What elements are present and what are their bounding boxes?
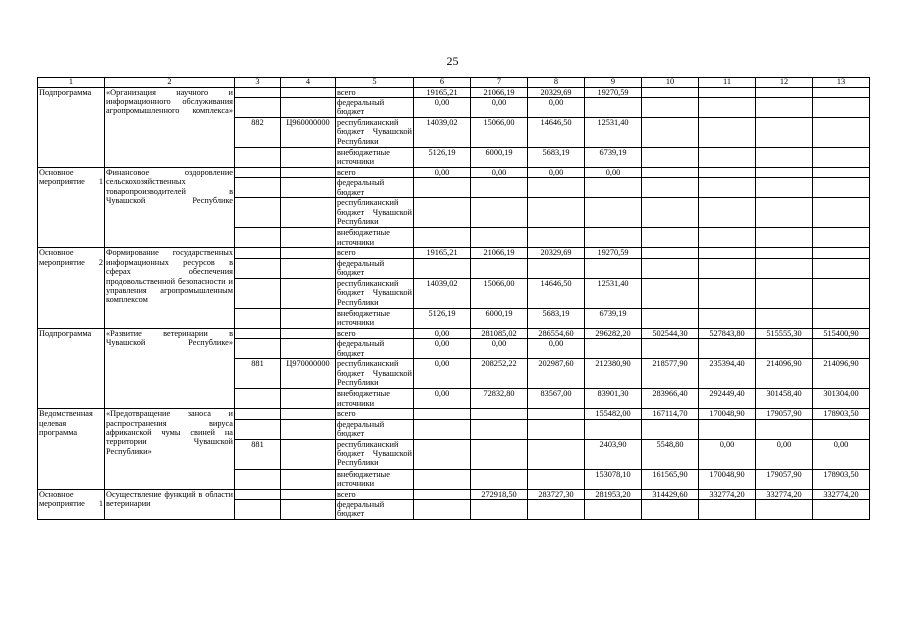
funding-source-cell: федеральный бюджет <box>336 419 414 439</box>
value-cell-col-7 <box>471 409 528 419</box>
value-cell-col-7: 0,00 <box>471 339 528 359</box>
value-cell-col-10: 161565,90 <box>642 469 699 489</box>
value-cell-col-6: 14039,02 <box>414 278 471 308</box>
value-cell-col-11: 170048,90 <box>699 469 756 489</box>
value-cell-col-13: 515400,90 <box>813 328 870 338</box>
value-cell-col-8 <box>528 419 585 439</box>
target-article-cell <box>281 500 336 520</box>
target-article-cell <box>281 98 336 118</box>
value-cell-col-8: 20329,69 <box>528 87 585 97</box>
value-cell-col-8: 202987,60 <box>528 359 585 389</box>
grbs-code-cell <box>235 228 281 248</box>
value-cell-col-7: 15066,00 <box>471 278 528 308</box>
value-cell-col-13 <box>813 168 870 178</box>
value-cell-col-7: 6000,19 <box>471 308 528 328</box>
value-cell-col-7: 208252,22 <box>471 359 528 389</box>
value-cell-col-7: 21066,19 <box>471 87 528 97</box>
value-cell-col-12: 179057,90 <box>756 409 813 419</box>
value-cell-col-12 <box>756 339 813 359</box>
value-cell-col-12 <box>756 258 813 278</box>
target-article-cell <box>281 489 336 499</box>
table-row <box>38 168 870 178</box>
target-article-cell <box>281 278 336 308</box>
value-cell-col-6 <box>414 439 471 469</box>
header-cell-col-5: 5 <box>336 78 414 88</box>
value-cell-col-12 <box>756 500 813 520</box>
target-article-cell <box>281 409 336 419</box>
value-cell-col-12: 515555,30 <box>756 328 813 338</box>
value-cell-col-8: 286554,60 <box>528 328 585 338</box>
header-cell-col-3: 3 <box>235 78 281 88</box>
value-cell-col-12 <box>756 178 813 198</box>
grbs-code-cell <box>235 248 281 258</box>
value-cell-col-10 <box>642 228 699 248</box>
value-cell-col-9: 6739,19 <box>585 308 642 328</box>
grbs-code-cell <box>235 98 281 118</box>
value-cell-col-11 <box>699 118 756 148</box>
value-cell-col-8 <box>528 228 585 248</box>
value-cell-col-13 <box>813 500 870 520</box>
value-cell-col-11: 332774,20 <box>699 489 756 499</box>
value-cell-col-13 <box>813 308 870 328</box>
value-cell-col-8: 0,00 <box>528 98 585 118</box>
value-cell-col-13: 178903,50 <box>813 409 870 419</box>
funding-source-cell: внебюджетные источники <box>336 228 414 248</box>
program-name-cell: Финансовое оздоровление сельскохозяйственных товаропроизводителей в Чувашской Республике <box>105 168 235 248</box>
value-cell-col-12 <box>756 419 813 439</box>
value-cell-col-13 <box>813 339 870 359</box>
value-cell-col-13: 0,00 <box>813 439 870 469</box>
value-cell-col-10 <box>642 419 699 439</box>
funding-source-cell: республиканский бюджет Чувашской Республики <box>337 278 412 307</box>
value-cell-col-8: 5683,19 <box>528 148 585 168</box>
value-cell-col-9: 12531,40 <box>585 118 642 148</box>
value-cell-col-6: 0,00 <box>414 339 471 359</box>
value-cell-col-6 <box>414 409 471 419</box>
value-cell-col-7: 6000,19 <box>471 148 528 168</box>
value-cell-col-11 <box>699 419 756 439</box>
value-cell-col-7 <box>471 439 528 469</box>
value-cell-col-13 <box>813 148 870 168</box>
grbs-code-cell <box>235 168 281 178</box>
value-cell-col-12: 179057,90 <box>756 469 813 489</box>
value-cell-col-10 <box>642 178 699 198</box>
program-name-cell: «Развитие ветеринарии в Чувашской Республике» <box>105 328 235 408</box>
value-cell-col-13 <box>813 258 870 278</box>
value-cell-col-13 <box>813 419 870 439</box>
value-cell-col-9 <box>585 228 642 248</box>
value-cell-col-13 <box>813 178 870 198</box>
value-cell-col-9 <box>585 178 642 198</box>
value-cell-col-12: 332774,20 <box>756 489 813 499</box>
value-cell-col-11 <box>699 339 756 359</box>
value-cell-col-11 <box>699 87 756 97</box>
value-cell-col-10 <box>642 258 699 278</box>
budget-table <box>37 77 870 520</box>
funding-source-cell: внебюджетные источники <box>336 469 414 489</box>
target-article-cell <box>281 308 336 328</box>
value-cell-col-10: 5548,80 <box>642 439 699 469</box>
value-cell-col-10 <box>642 98 699 118</box>
value-cell-col-8 <box>528 469 585 489</box>
value-cell-col-9: 155482,00 <box>585 409 642 419</box>
grbs-code-cell: 881 <box>235 359 281 389</box>
value-cell-col-8 <box>528 409 585 419</box>
table-row <box>38 409 870 419</box>
target-article-cell <box>281 328 336 338</box>
value-cell-col-8: 20329,69 <box>528 248 585 258</box>
value-cell-col-9 <box>585 258 642 278</box>
value-cell-col-12 <box>756 98 813 118</box>
value-cell-col-13: 214096,90 <box>813 359 870 389</box>
value-cell-col-12 <box>756 308 813 328</box>
value-cell-col-8: 283727,30 <box>528 489 585 499</box>
program-type-cell: Основное мероприятие 2 <box>38 248 105 328</box>
funding-source-cell: всего <box>336 328 414 338</box>
grbs-code-cell <box>235 178 281 198</box>
grbs-code-cell <box>235 500 281 520</box>
value-cell-col-8: 0,00 <box>528 339 585 359</box>
header-cell-col-12: 12 <box>756 78 813 88</box>
program-name-cell: Формирование государственных информационных ресурсов в сферах обеспечения продовольственной безопасности и управления агропромышленным комплексом <box>105 248 235 328</box>
value-cell-col-10 <box>642 118 699 148</box>
value-cell-col-10: 314429,60 <box>642 489 699 499</box>
value-cell-col-11 <box>699 98 756 118</box>
funding-source-cell: всего <box>336 409 414 419</box>
value-cell-col-10 <box>642 87 699 97</box>
target-article-cell <box>281 148 336 168</box>
value-cell-col-10: 502544,30 <box>642 328 699 338</box>
value-cell-col-11: 292449,40 <box>699 389 756 409</box>
funding-source-cell: внебюджетные источники <box>336 389 414 409</box>
value-cell-col-12 <box>756 148 813 168</box>
value-cell-col-9: 0,00 <box>585 168 642 178</box>
grbs-code-cell <box>235 308 281 328</box>
grbs-code-cell <box>235 87 281 97</box>
value-cell-col-7 <box>471 228 528 248</box>
header-cell-col-4: 4 <box>281 78 336 88</box>
target-article-cell <box>281 389 336 409</box>
header-cell-col-11: 11 <box>699 78 756 88</box>
value-cell-col-7 <box>471 469 528 489</box>
target-article-cell <box>281 178 336 198</box>
value-cell-col-12: 214096,90 <box>756 359 813 389</box>
value-cell-col-7 <box>471 419 528 439</box>
value-cell-col-12: 0,00 <box>756 439 813 469</box>
program-type-cell: Ведомственная целевая программа <box>38 409 105 489</box>
value-cell-col-8: 0,00 <box>528 168 585 178</box>
value-cell-col-7 <box>471 500 528 520</box>
value-cell-col-12 <box>756 228 813 248</box>
header-cell-col-1: 1 <box>38 78 105 88</box>
value-cell-col-11 <box>699 168 756 178</box>
value-cell-col-8 <box>528 178 585 198</box>
target-article-cell <box>281 228 336 248</box>
value-cell-col-12: 301458,40 <box>756 389 813 409</box>
grbs-code-cell <box>235 409 281 419</box>
value-cell-col-12 <box>756 87 813 97</box>
header-cell-col-2: 2 <box>105 78 235 88</box>
funding-source-cell: федеральный бюджет <box>336 500 414 520</box>
header-cell-col-10: 10 <box>642 78 699 88</box>
page-number: 25 <box>446 54 459 68</box>
value-cell-col-9: 6739,19 <box>585 148 642 168</box>
program-name-cell: Осуществление функций в области ветеринарии <box>105 489 235 519</box>
value-cell-col-13: 332774,20 <box>813 489 870 499</box>
value-cell-col-6 <box>414 198 471 228</box>
target-article-cell <box>281 198 336 228</box>
value-cell-col-8: 83567,00 <box>528 389 585 409</box>
value-cell-col-7 <box>471 178 528 198</box>
funding-source-cell: всего <box>336 489 414 499</box>
funding-source-cell: федеральный бюджет <box>336 178 414 198</box>
value-cell-col-11 <box>699 500 756 520</box>
funding-source-cell: федеральный бюджет <box>336 258 414 278</box>
value-cell-col-10 <box>642 278 699 308</box>
grbs-code-cell <box>235 389 281 409</box>
value-cell-col-10: 218577,90 <box>642 359 699 389</box>
program-type-cell: Подпрограмма <box>38 87 105 167</box>
target-article-cell <box>281 168 336 178</box>
target-article-cell <box>281 469 336 489</box>
value-cell-col-7: 15066,00 <box>471 118 528 148</box>
value-cell-col-11: 170048,90 <box>699 409 756 419</box>
funding-source-cell: всего <box>336 168 414 178</box>
value-cell-col-13: 178903,50 <box>813 469 870 489</box>
program-name-cell: «Организация научного и информационного обслуживания агропромышленного комплекса» <box>105 87 235 167</box>
value-cell-col-8: 14646,50 <box>528 278 585 308</box>
value-cell-col-9 <box>585 198 642 228</box>
target-article-cell <box>281 339 336 359</box>
program-type-cell: Основное мероприятие 1 <box>38 168 105 248</box>
value-cell-col-13 <box>813 87 870 97</box>
funding-source-cell: республиканский бюджет Чувашской Республики <box>337 198 412 227</box>
program-type-cell: Подпрограмма <box>38 328 105 408</box>
value-cell-col-9 <box>585 339 642 359</box>
header-row <box>38 78 870 88</box>
value-cell-col-11 <box>699 178 756 198</box>
grbs-code-cell <box>235 419 281 439</box>
grbs-code-cell <box>235 258 281 278</box>
value-cell-col-12 <box>756 278 813 308</box>
value-cell-col-7: 72832,80 <box>471 389 528 409</box>
target-article-cell <box>281 419 336 439</box>
value-cell-col-7: 281085,02 <box>471 328 528 338</box>
value-cell-col-6: 19165,21 <box>414 87 471 97</box>
target-article-cell <box>281 258 336 278</box>
value-cell-col-9: 296282,20 <box>585 328 642 338</box>
value-cell-col-6: 0,00 <box>414 359 471 389</box>
funding-source-cell: республиканский бюджет Чувашской Республики <box>337 439 412 468</box>
grbs-code-cell <box>235 469 281 489</box>
value-cell-col-10 <box>642 308 699 328</box>
grbs-code-cell <box>235 198 281 228</box>
value-cell-col-10 <box>642 198 699 228</box>
value-cell-col-8 <box>528 198 585 228</box>
grbs-code-cell <box>235 148 281 168</box>
value-cell-col-10 <box>642 148 699 168</box>
value-cell-col-6: 19165,21 <box>414 248 471 258</box>
value-cell-col-9: 153078,10 <box>585 469 642 489</box>
table-row <box>38 489 870 499</box>
value-cell-col-10 <box>642 339 699 359</box>
value-cell-col-9: 212380,90 <box>585 359 642 389</box>
value-cell-col-12 <box>756 248 813 258</box>
value-cell-col-6: 0,00 <box>414 389 471 409</box>
header-cell-col-6: 6 <box>414 78 471 88</box>
value-cell-col-6 <box>414 419 471 439</box>
value-cell-col-8: 5683,19 <box>528 308 585 328</box>
value-cell-col-7: 272918,50 <box>471 489 528 499</box>
value-cell-col-9 <box>585 500 642 520</box>
header-cell-col-7: 7 <box>471 78 528 88</box>
value-cell-col-8 <box>528 439 585 469</box>
funding-source-cell: всего <box>336 87 414 97</box>
funding-source-cell: федеральный бюджет <box>336 339 414 359</box>
table-row <box>38 87 870 97</box>
value-cell-col-9: 12531,40 <box>585 278 642 308</box>
value-cell-col-6: 0,00 <box>414 98 471 118</box>
value-cell-col-8 <box>528 500 585 520</box>
value-cell-col-11 <box>699 258 756 278</box>
value-cell-col-11 <box>699 308 756 328</box>
value-cell-col-8: 14646,50 <box>528 118 585 148</box>
target-article-cell <box>281 248 336 258</box>
target-article-cell <box>281 87 336 97</box>
grbs-code-cell <box>235 328 281 338</box>
value-cell-col-12 <box>756 118 813 148</box>
program-name-cell: «Предотвращение заноса и распространения вируса африканской чумы свиней на территории Чувашской Республики» <box>105 409 235 489</box>
value-cell-col-11 <box>699 248 756 258</box>
value-cell-col-13 <box>813 278 870 308</box>
value-cell-col-9 <box>585 98 642 118</box>
value-cell-col-7: 0,00 <box>471 168 528 178</box>
table-row <box>38 328 870 338</box>
value-cell-col-11 <box>699 278 756 308</box>
value-cell-col-6 <box>414 258 471 278</box>
value-cell-col-9: 19270,59 <box>585 248 642 258</box>
value-cell-col-12 <box>756 168 813 178</box>
value-cell-col-11: 527843,80 <box>699 328 756 338</box>
value-cell-col-10: 167114,70 <box>642 409 699 419</box>
value-cell-col-13: 301304,00 <box>813 389 870 409</box>
value-cell-col-7: 21066,19 <box>471 248 528 258</box>
value-cell-col-11: 235394,40 <box>699 359 756 389</box>
value-cell-col-9: 2403,90 <box>585 439 642 469</box>
value-cell-col-10 <box>642 500 699 520</box>
value-cell-col-6: 5126,19 <box>414 308 471 328</box>
value-cell-col-6: 14039,02 <box>414 118 471 148</box>
value-cell-col-10 <box>642 248 699 258</box>
grbs-code-cell <box>235 278 281 308</box>
target-article-cell: Ц970000000 <box>281 359 336 389</box>
value-cell-col-6 <box>414 469 471 489</box>
grbs-code-cell <box>235 339 281 359</box>
value-cell-col-9 <box>585 419 642 439</box>
value-cell-col-8 <box>528 258 585 278</box>
value-cell-col-6: 5126,19 <box>414 148 471 168</box>
value-cell-col-11 <box>699 228 756 248</box>
value-cell-col-6 <box>414 500 471 520</box>
value-cell-col-12 <box>756 198 813 228</box>
value-cell-col-6: 0,00 <box>414 168 471 178</box>
funding-source-cell: всего <box>336 248 414 258</box>
grbs-code-cell: 881 <box>235 439 281 469</box>
header-cell-col-8: 8 <box>528 78 585 88</box>
target-article-cell: Ц960000000 <box>281 118 336 148</box>
table-row <box>38 248 870 258</box>
value-cell-col-13 <box>813 118 870 148</box>
value-cell-col-11 <box>699 198 756 228</box>
value-cell-col-11: 0,00 <box>699 439 756 469</box>
header-cell-col-13: 13 <box>813 78 870 88</box>
value-cell-col-6 <box>414 178 471 198</box>
value-cell-col-9: 281953,20 <box>585 489 642 499</box>
value-cell-col-9: 19270,59 <box>585 87 642 97</box>
value-cell-col-10: 283966,40 <box>642 389 699 409</box>
funding-source-cell: республиканский бюджет Чувашской Республики <box>337 359 412 388</box>
value-cell-col-7: 0,00 <box>471 98 528 118</box>
grbs-code-cell <box>235 489 281 499</box>
funding-source-cell: внебюджетные источники <box>336 308 414 328</box>
funding-source-cell: республиканский бюджет Чувашской Республики <box>337 118 412 146</box>
value-cell-col-11 <box>699 148 756 168</box>
header-cell-col-9: 9 <box>585 78 642 88</box>
value-cell-col-13 <box>813 198 870 228</box>
value-cell-col-13 <box>813 248 870 258</box>
value-cell-col-6 <box>414 489 471 499</box>
value-cell-col-7 <box>471 198 528 228</box>
funding-source-cell: федеральный бюджет <box>336 98 414 118</box>
value-cell-col-13 <box>813 228 870 248</box>
value-cell-col-6 <box>414 228 471 248</box>
program-type-cell: Основное мероприятие 1 <box>38 489 105 519</box>
value-cell-col-9: 83901,30 <box>585 389 642 409</box>
target-article-cell <box>281 439 336 469</box>
value-cell-col-6: 0,00 <box>414 328 471 338</box>
value-cell-col-7 <box>471 258 528 278</box>
funding-source-cell: внебюджетные источники <box>336 148 414 168</box>
value-cell-col-10 <box>642 168 699 178</box>
grbs-code-cell: 882 <box>235 118 281 148</box>
value-cell-col-13 <box>813 98 870 118</box>
